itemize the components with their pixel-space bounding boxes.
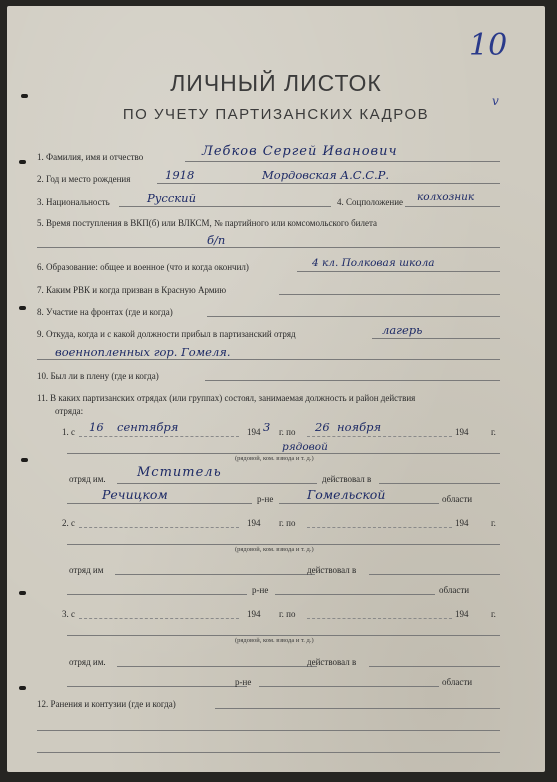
binder-hole — [19, 591, 26, 595]
det2-oblasti: области — [439, 585, 470, 595]
binder-hole — [19, 306, 26, 310]
field-3-label: 3. Национальность — [37, 197, 110, 207]
check-mark: v — [492, 94, 499, 108]
det2-from-line — [79, 527, 239, 528]
det3-rne: р-не — [235, 677, 252, 687]
field-4-value: колхозник — [417, 191, 475, 203]
det1-from-line — [79, 436, 239, 437]
det1-position-line — [67, 453, 500, 454]
det1-year-suffix: г. по — [279, 427, 296, 437]
field-10-line — [205, 380, 500, 381]
field-2-year: 1918 — [165, 168, 195, 182]
det1-acted-line — [379, 483, 500, 484]
field-6-label: 6. Образование: общее и военное (что и когда окончил) — [37, 262, 249, 272]
det3-acted-line — [369, 666, 500, 667]
det2-region-line — [275, 594, 435, 595]
det1-otryad-label: отряд им. — [69, 474, 106, 484]
field-9-label: 9. Откуда, когда и с какой должности прибыл в партизанский отряд — [37, 329, 296, 339]
det1-to-day: 26 — [315, 420, 330, 434]
field-9-value-1: лагерь — [382, 323, 423, 337]
det1-acted-label: действовал в — [322, 474, 372, 484]
det2-district-line — [67, 594, 247, 595]
det1-g: г. — [491, 427, 496, 437]
det1-to-month: ноября — [337, 420, 382, 434]
field-5-label: 5. Время поступления в ВКП(б) или ВЛКСМ, № партийного или комсомольского билета — [37, 218, 377, 228]
det3-to-line — [307, 618, 452, 619]
det1-rne: р-не — [257, 494, 274, 504]
det3-position-line — [67, 635, 500, 636]
det1-number: 1. с — [62, 427, 75, 437]
field-1-value: Лебков Сергей Иванович — [202, 144, 398, 159]
det1-oblasti: области — [442, 494, 473, 504]
field-9-line-2 — [37, 359, 500, 360]
det1-year-from: 194 — [247, 427, 261, 437]
det3-region-line — [259, 686, 439, 687]
det3-number: 3. с — [62, 609, 75, 619]
det1-from-day: 16 — [89, 420, 104, 434]
det2-otryad-line — [115, 574, 315, 575]
field-1-label: 1. Фамилия, имя и отчество — [37, 152, 144, 162]
det3-year-from: 194 — [247, 609, 261, 619]
det3-g: г. — [491, 609, 496, 619]
field-3-line — [119, 206, 331, 207]
field-7-line — [279, 294, 500, 295]
binder-hole — [21, 94, 28, 98]
det3-acted-label: действовал в — [307, 657, 357, 667]
field-2-line — [157, 183, 500, 184]
det1-district-value: Речицком — [102, 487, 168, 502]
field-2-place: Мордовская А.С.С.Р. — [262, 168, 390, 182]
det1-district-line — [67, 503, 252, 504]
det3-year-suffix: г. по — [279, 609, 296, 619]
det2-g: г. — [491, 518, 496, 528]
field-4-line — [405, 206, 500, 207]
field-9-value-2: военнопленных гор. Гомеля. — [55, 345, 231, 359]
det1-year-from-digit: 3 — [263, 420, 271, 434]
form-subtitle: ПО УЧЕТУ ПАРТИЗАНСКИХ КАДРОВ — [122, 106, 430, 123]
det2-year-from: 194 — [247, 518, 261, 528]
det3-district-line — [67, 686, 247, 687]
det2-rne: р-не — [252, 585, 269, 595]
det3-year-to: 194 — [455, 609, 469, 619]
det3-otryad-line — [117, 666, 317, 667]
field-12-label: 12. Ранения и контузии (где и когда) — [37, 699, 176, 709]
det1-to-line — [307, 436, 452, 437]
det3-oblasti: области — [442, 677, 473, 687]
field-9-line-1 — [372, 338, 500, 339]
det1-region-line — [279, 503, 439, 504]
det1-year-to: 194 — [455, 427, 469, 437]
field-11-label: 11. В каких партизанских отрядах (или группах) состоял, занимаемая должность и район действия — [37, 393, 416, 403]
det2-acted-line — [369, 574, 500, 575]
det1-otryad-line — [117, 483, 317, 484]
det1-from-month: сентября — [117, 420, 179, 434]
binder-hole — [19, 686, 26, 690]
field-12-line-2 — [37, 730, 500, 731]
field-11-label-cont: отряда: — [55, 406, 84, 416]
det3-position-hint: (рядовой, ком. взвода и т. д.) — [235, 637, 314, 644]
field-6-value: 4 кл. Полковая школа — [312, 257, 435, 269]
det1-position: рядовой — [282, 441, 328, 453]
field-5-value: б/п — [207, 233, 226, 247]
field-12-line-1 — [215, 708, 500, 709]
field-5-line — [37, 247, 500, 248]
field-8-label: 8. Участие на фронтах (где и когда) — [37, 307, 173, 317]
binder-hole — [21, 458, 28, 462]
det2-number: 2. с — [62, 518, 75, 528]
corner-number-mark: 10 — [469, 28, 508, 63]
det2-acted-label: действовал в — [307, 565, 357, 575]
field-3-value: Русский — [147, 191, 196, 205]
det2-year-suffix: г. по — [279, 518, 296, 528]
det1-region-value: Гомельской — [307, 487, 386, 502]
det2-year-to: 194 — [455, 518, 469, 528]
field-7-label: 7. Каким РВК и когда призван в Красную Армию — [37, 285, 227, 295]
form-title: ЛИЧНЫЙ ЛИСТОК — [170, 70, 382, 96]
field-8-line — [207, 316, 500, 317]
det2-position-line — [67, 544, 500, 545]
field-1-line — [185, 161, 500, 162]
det2-otryad-label: отряд им — [69, 565, 104, 575]
det1-otryad-value: Мститель — [137, 465, 222, 480]
det2-to-line — [307, 527, 452, 528]
det1-position-hint: (рядовой, ком. взвода и т. д.) — [235, 455, 314, 462]
binder-hole — [19, 160, 26, 164]
field-10-label: 10. Был ли в плену (где и когда) — [37, 371, 159, 381]
det2-position-hint: (рядовой, ком. взвода и т. д.) — [235, 546, 314, 553]
field-6-line — [297, 271, 500, 272]
field-12-line-3 — [37, 752, 500, 753]
field-2-label: 2. Год и место рождения — [37, 174, 131, 184]
field-4-label: 4. Соцположение — [337, 197, 404, 207]
document-sheet — [7, 6, 545, 772]
det3-from-line — [79, 618, 239, 619]
det3-otryad-label: отряд им. — [69, 657, 106, 667]
